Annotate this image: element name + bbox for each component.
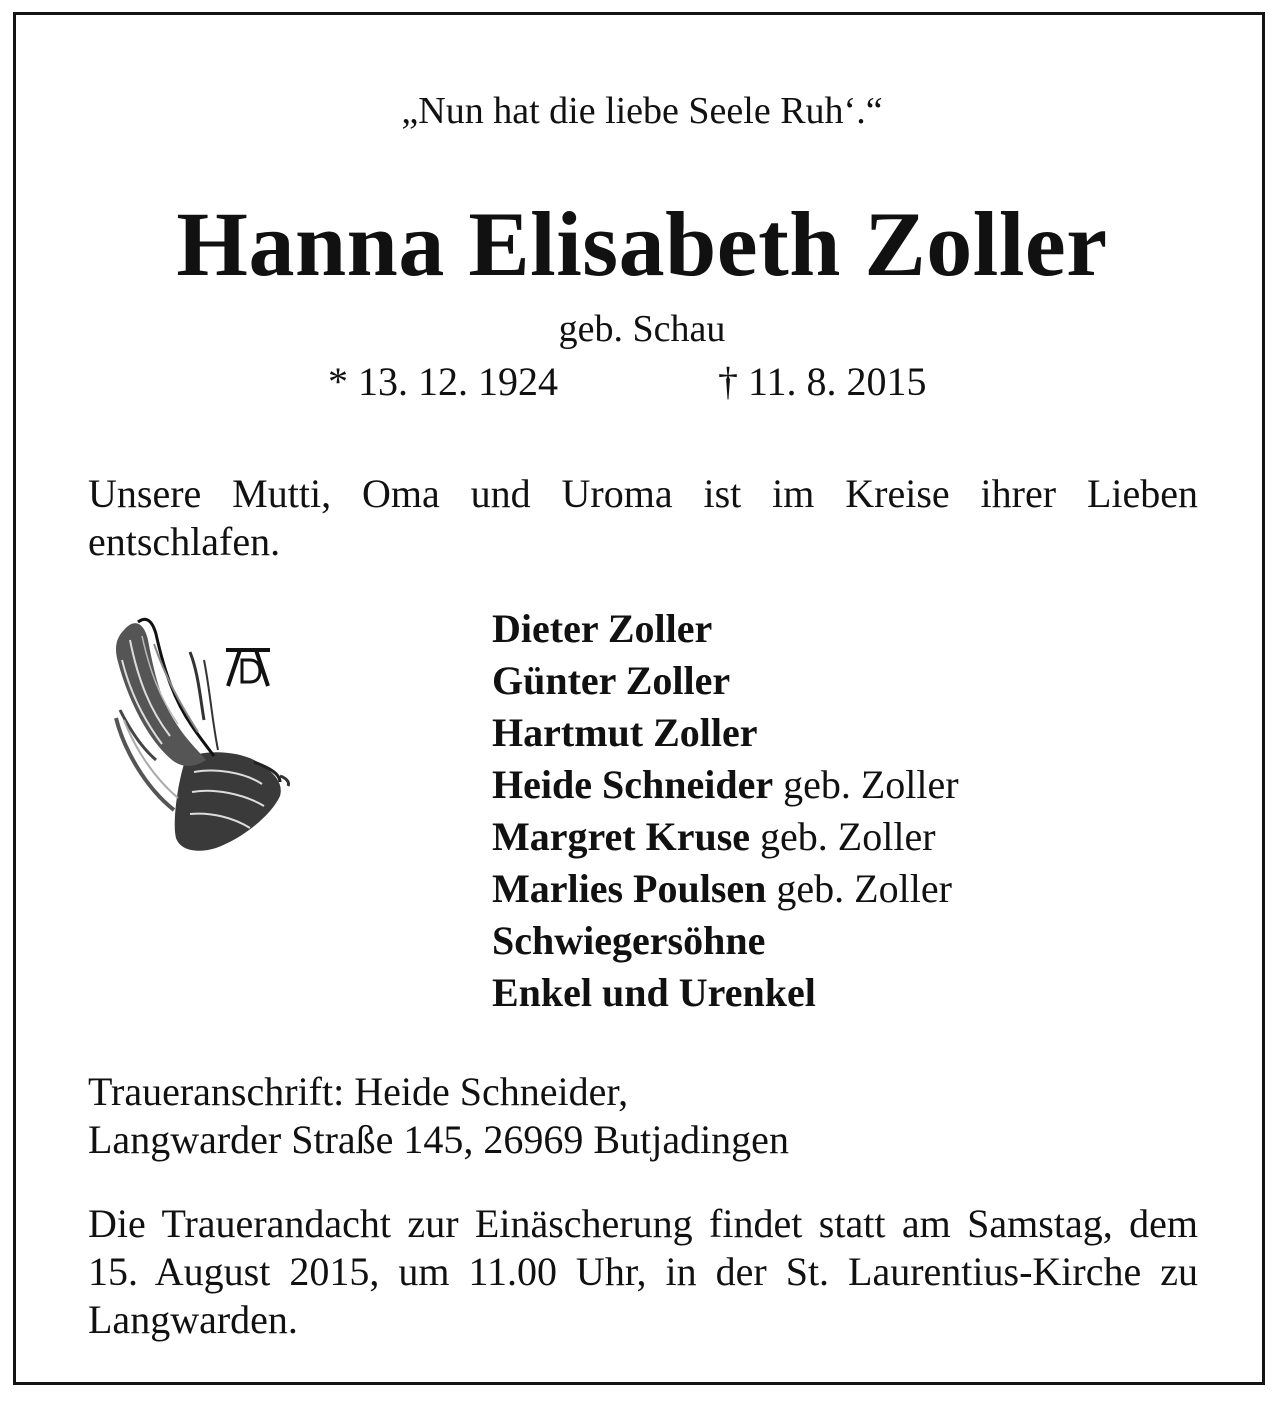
address-line-1: Traueranschrift: Heide Schneider, [88, 1069, 629, 1114]
mourner [492, 707, 959, 759]
mourner [492, 863, 959, 915]
mourner-name: Dieter Zoller [492, 606, 713, 651]
intro-text: Unsere Mutti, Oma und Uroma ist im Kreise ihrer Lieben entschlafen. [88, 471, 1198, 564]
monogram-icon [222, 642, 274, 688]
mourner [492, 655, 959, 707]
service-info: Die Trauerandacht zur Einäscherung findet statt am Samstag, dem 15. August 2015, um 11.00 Uhr, in der St. Laurentius-Kirche zu Langwarden. [88, 1201, 1198, 1342]
deceased-name: Hanna Elisabeth Zoller [176, 193, 1108, 295]
praying-hands-icon [94, 600, 354, 860]
mourner [492, 603, 959, 655]
mourner-name: Heide Schneider [492, 762, 774, 807]
mourner-name: Hartmut Zoller [492, 710, 758, 755]
mourner [492, 759, 959, 811]
mourner-suffix: geb. Zoller [750, 814, 936, 859]
mourner [492, 967, 959, 1019]
mourner-name: Enkel und Urenkel [492, 970, 816, 1015]
obituary-notice [13, 12, 1265, 1385]
mourner [492, 915, 959, 967]
mourner-name: Schwiegersöhne [492, 918, 766, 963]
mourner-suffix: geb. Zoller [773, 762, 959, 807]
maiden-name: geb. Schau [558, 308, 726, 350]
mourners-list [492, 603, 959, 1019]
quote: „Nun hat die liebe Seele Ruh‘.“ [401, 90, 883, 132]
death-date: † 11. 8. 2015 [718, 359, 927, 404]
birth-date: * 13. 12. 1924 [328, 359, 558, 404]
mourner [492, 811, 959, 863]
mourner-name: Marlies Poulsen [492, 866, 767, 911]
mourner-suffix: geb. Zoller [766, 866, 952, 911]
mourner-name: Margret Kruse [492, 814, 751, 859]
mourning-address [88, 1068, 789, 1164]
mourner-name: Günter Zoller [492, 658, 731, 703]
address-line-2: Langwarder Straße 145, 26969 Butjadingen [88, 1117, 789, 1162]
